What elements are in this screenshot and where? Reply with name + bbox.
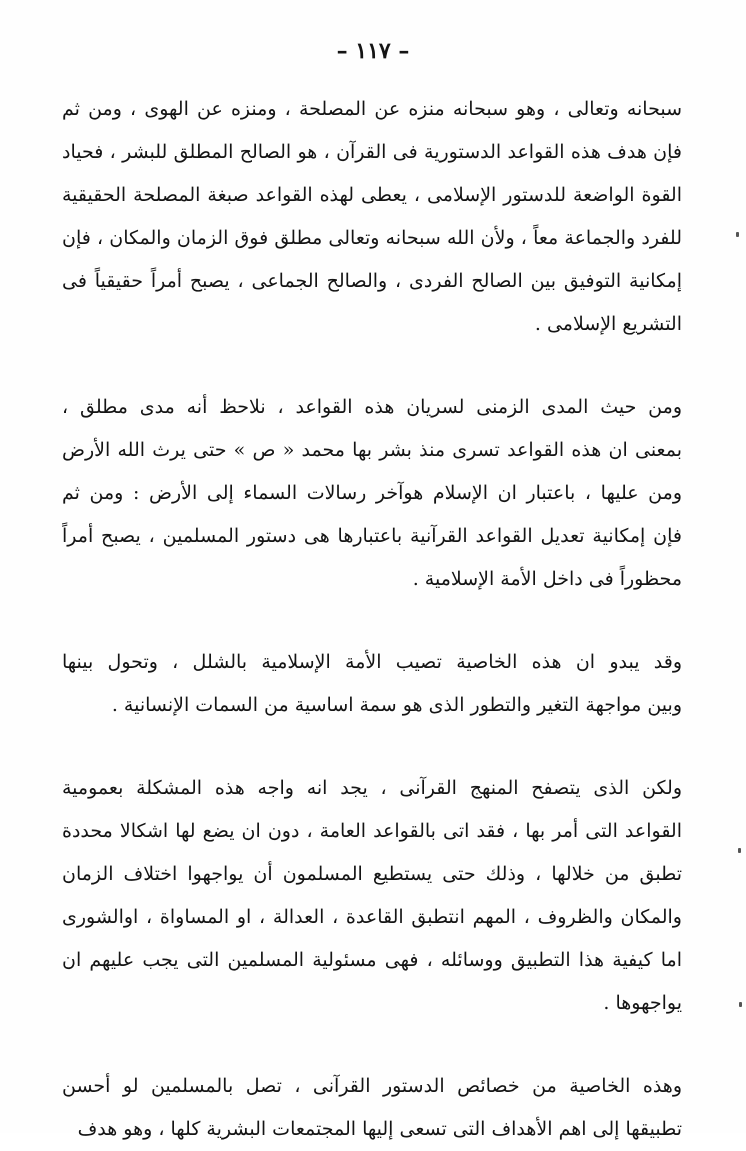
text-line: تطبق من خلالها ، وذلك حتى يستطيع المسلمون أن يواجهوا اختلاف الزمان (62, 863, 682, 885)
text-line: وبين مواجهة التغير والتطور الذى هو سمة اساسية من السمات الإنسانية . (111, 694, 682, 716)
text-line: ومن حيث المدى الزمنى لسريان هذه القواعد ، نلاحظ أنه مدى مطلق ، (62, 396, 682, 418)
text-line: يواجهوها . (603, 992, 682, 1014)
paragraph (62, 1065, 682, 1151)
text-line: محظوراً فى داخل الأمة الإسلامية . (412, 568, 682, 590)
text-line: اما كيفية هذا التطبيق ووسائله ، فهى مسئولية المسلمين التى يجب عليهم ان (62, 949, 682, 971)
text-line: القوة الواضعة للدستور الإسلامى ، يعطى لهذه القواعد صبغة المصلحة الحقيقية (62, 184, 682, 206)
text-line: القواعد التى أمر بها ، فقد اتى بالقواعد العامة ، دون ان يضع لها اشكالا محددة (62, 820, 682, 842)
text-line: التشريع الإسلامى . (534, 313, 682, 335)
paragraph (62, 88, 682, 346)
paragraph (62, 767, 682, 1025)
text-line: فإن هدف هذه القواعد الدستورية فى القرآن ، هو الصالح المطلق للبشر ، فحياد (62, 141, 682, 163)
text-line: إمكانية التوفيق بين الصالح الفردى ، والصالح الجماعى ، يصبح أمراً حقيقياً فى (62, 270, 682, 292)
text-line: ومن عليها ، باعتبار ان الإسلام هوآخر رسالات السماء إلى الأرض : ومن ثم (62, 482, 682, 504)
paragraph (62, 641, 682, 727)
text-line: سبحانه وتعالى ، وهو سبحانه منزه عن المصلحة ، ومنزه عن الهوى ، ومن ثم (62, 98, 682, 120)
text-line: وهذه الخاصية من خصائص الدستور القرآنى ، تصل بالمسلمين لو أحسن (62, 1075, 682, 1097)
page-body-text (62, 88, 682, 1151)
text-line: بمعنى ان هذه القواعد تسرى منذ بشر بها محمد « ص » حتى يرث الله الأرض (62, 439, 682, 461)
paragraph-gap (62, 1025, 682, 1065)
text-line: والمكان والظروف ، المهم انتطبق القاعدة ، العدالة ، او المساواة ، اوالشورى (62, 906, 682, 928)
margin-speck (739, 1002, 742, 1007)
text-line: تطبيقها إلى اهم الأهداف التى تسعى إليها المجتمعات البشرية كلها ، وهو هدف (77, 1118, 682, 1140)
paragraph (62, 386, 682, 601)
paragraph-gap (62, 601, 682, 641)
page-number: – ١١٧ – (336, 38, 410, 64)
text-line: ولكن الذى يتصفح المنهج القرآنى ، يجد انه واجه هذه المشكلة بعمومية (62, 777, 682, 799)
text-line: وقد يبدو ان هذه الخاصية تصيب الأمة الإسلامية بالشلل ، وتحول بينها (62, 651, 682, 673)
text-line: للفرد والجماعة معاً ، ولأن الله سبحانه وتعالى مطلق فوق الزمان والمكان ، فإن (62, 227, 682, 249)
paragraph-gap (62, 346, 682, 386)
margin-speck (736, 232, 739, 237)
margin-speck (738, 848, 741, 853)
text-line: فإن إمكانية تعديل القواعد القرآنية باعتبارها هى دستور المسلمين ، يصبح أمراً (62, 525, 682, 547)
paragraph-gap (62, 727, 682, 767)
